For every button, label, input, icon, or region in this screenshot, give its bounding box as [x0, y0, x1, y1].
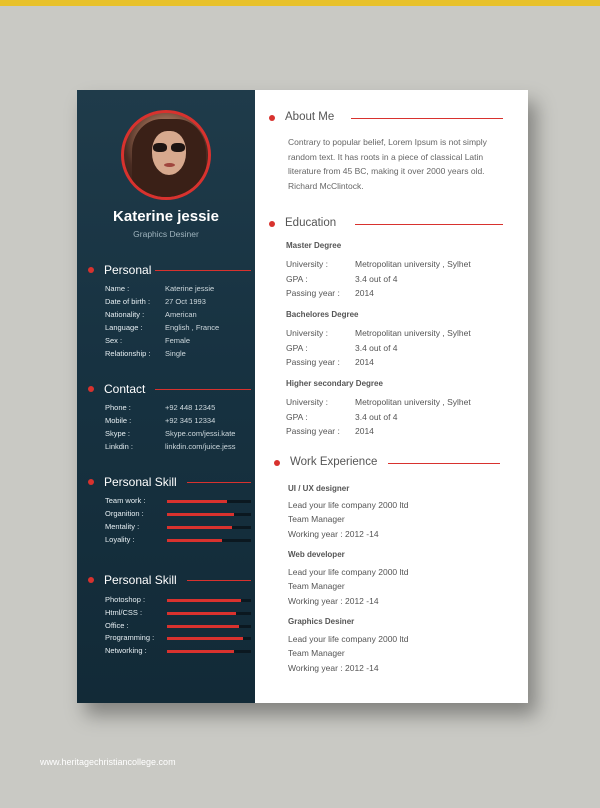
skill-bar-track: [167, 500, 251, 503]
degree-university: [286, 328, 471, 338]
row-value: 3.4 out of 4: [355, 343, 398, 353]
bullet-dot-icon: [88, 267, 94, 273]
row-key: GPA :: [286, 274, 308, 284]
profile-photo: [121, 110, 211, 200]
degree-year: [286, 288, 374, 298]
personal-row: [105, 336, 190, 345]
degree-title: Master Degree: [286, 241, 342, 250]
row-key: Sex :: [105, 336, 123, 345]
skill-bar-fill: [167, 625, 239, 628]
row-key: Mobile :: [105, 416, 132, 425]
row-key: Name :: [105, 284, 130, 293]
heading-rule: [155, 389, 251, 390]
skill-bar-fill: [167, 500, 227, 503]
row-key: Relationship :: [105, 349, 151, 358]
degree-gpa: [286, 343, 398, 353]
personal-row: [105, 323, 219, 332]
skill-row: [105, 509, 251, 519]
skill-label: Mentality :: [105, 522, 140, 531]
section-heading-personal: [77, 263, 255, 277]
degree-gpa: [286, 274, 398, 284]
row-key: Date of birth :: [105, 297, 151, 306]
degree-title: Higher secondary Degree: [286, 379, 383, 388]
skill-row: [105, 621, 251, 631]
bullet-dot-icon: [269, 115, 275, 121]
row-key: GPA :: [286, 412, 308, 422]
job-company: Lead your life company 2000 ltd: [288, 500, 409, 510]
contact-row: [105, 429, 235, 438]
row-key: Nationality :: [105, 310, 145, 319]
bullet-dot-icon: [269, 221, 275, 227]
section-title: About Me: [285, 111, 335, 123]
skill-label: Office :: [105, 620, 129, 630]
skill-row: [105, 522, 251, 532]
skill-label: Loyality :: [105, 535, 135, 544]
section-heading-personal-skill: [77, 475, 255, 489]
skill-row: [105, 608, 251, 618]
heading-rule: [355, 224, 503, 225]
section-title: Work Experience: [290, 456, 378, 468]
skill-label: Organition :: [105, 509, 144, 518]
resume-sidebar: [77, 90, 255, 703]
degree-year: [286, 426, 374, 436]
row-value: Metropolitan university , Sylhet: [355, 397, 471, 407]
section-title: Contact: [104, 382, 146, 396]
skill-label: Programming :: [105, 633, 155, 643]
skill-row: [105, 646, 251, 656]
skill-label: Html/CSS :: [105, 607, 143, 617]
job-year: Working year : 2012 -14: [288, 596, 379, 606]
skill-bar-track: [167, 513, 251, 516]
resume-page: [77, 90, 528, 703]
job-title: Graphics Desiner: [288, 617, 355, 626]
skill-label: Team work :: [105, 496, 146, 505]
degree-university: [286, 259, 471, 269]
skill-label: Photoshop :: [105, 595, 146, 604]
watermark-text: www.heritagechristiancollege.com: [40, 757, 176, 767]
row-value: +92 345 12334: [165, 416, 216, 425]
photo-face: [152, 131, 186, 175]
row-key: University :: [286, 397, 329, 407]
row-value: +92 448 12345: [165, 403, 216, 412]
skill-bar-fill: [167, 539, 222, 542]
job-company: Lead your life company 2000 ltd: [288, 634, 409, 644]
skill-row: [105, 535, 251, 545]
top-frame-strip: [0, 0, 600, 6]
heading-rule: [388, 463, 500, 464]
heading-rule: [187, 482, 251, 483]
skill-bar-track: [167, 599, 251, 602]
section-title: Education: [285, 217, 337, 229]
resume-main-column: [255, 90, 528, 703]
profile-name: Katerine jessie: [113, 208, 219, 225]
skill-bar-fill: [167, 637, 243, 640]
bullet-dot-icon: [274, 460, 280, 466]
personal-row: [105, 284, 214, 293]
skill-bar-fill: [167, 612, 236, 615]
bullet-dot-icon: [88, 577, 94, 583]
skill-bar-track: [167, 612, 251, 615]
bullet-dot-icon: [88, 386, 94, 392]
degree-university: [286, 397, 471, 407]
row-key: University :: [286, 328, 329, 338]
row-key: University :: [286, 259, 329, 269]
row-value: American: [165, 310, 197, 319]
row-value: 2014: [355, 357, 374, 367]
row-value: Katerine jessie: [165, 284, 215, 293]
personal-row: [105, 310, 197, 319]
section-heading-personal-skill-2: [77, 573, 255, 587]
row-value: 2014: [355, 426, 374, 436]
bullet-dot-icon: [88, 479, 94, 485]
skill-bar-track: [167, 650, 251, 653]
row-key: Phone :: [105, 403, 131, 412]
row-key: GPA :: [286, 343, 308, 353]
heading-rule: [351, 118, 503, 119]
job-title: UI / UX designer: [288, 484, 350, 493]
row-value: 3.4 out of 4: [355, 274, 398, 284]
skill-bar-track: [167, 526, 251, 529]
heading-rule: [155, 270, 251, 271]
contact-row: [105, 416, 215, 425]
skill-row: [105, 595, 251, 605]
row-value: 2014: [355, 288, 374, 298]
skill-bar-fill: [167, 526, 232, 529]
job-company: Lead your life company 2000 ltd: [288, 567, 409, 577]
row-key: Linkdin :: [105, 442, 133, 451]
section-heading-contact: [77, 382, 255, 396]
skill-bar-fill: [167, 599, 241, 602]
skill-bar-track: [167, 539, 251, 542]
personal-row: [105, 349, 186, 358]
profile-role: Graphics Desiner: [133, 229, 199, 239]
degree-title: Bachelores Degree: [286, 310, 359, 319]
degree-gpa: [286, 412, 398, 422]
personal-row: [105, 297, 206, 306]
section-heading-work: [274, 456, 524, 470]
job-position: Team Manager: [288, 648, 345, 658]
photo-lips: [164, 163, 175, 167]
section-title: Personal Skill: [104, 475, 177, 489]
row-key: Passing year :: [286, 357, 340, 367]
row-value: linkdin.com/juice.jess: [165, 442, 236, 451]
heading-rule: [187, 580, 251, 581]
job-position: Team Manager: [288, 581, 345, 591]
degree-year: [286, 357, 374, 367]
row-value: 27 Oct 1993: [165, 297, 206, 306]
section-title: Personal: [104, 263, 152, 277]
skill-bar-track: [167, 637, 251, 640]
row-value: 3.4 out of 4: [355, 412, 398, 422]
skill-label: Networking :: [105, 646, 147, 656]
job-year: Working year : 2012 -14: [288, 529, 379, 539]
section-heading-about: [269, 111, 524, 125]
skill-bar-fill: [167, 650, 234, 653]
skill-bar-fill: [167, 513, 234, 516]
row-key: Skype :: [105, 429, 131, 438]
row-value: Metropolitan university , Sylhet: [355, 259, 471, 269]
job-year: Working year : 2012 -14: [288, 663, 379, 673]
skill-row: [105, 633, 251, 643]
skill-row: [105, 496, 251, 506]
section-heading-education: [269, 217, 524, 231]
job-position: Team Manager: [288, 514, 345, 524]
row-key: Passing year :: [286, 288, 340, 298]
row-key: Passing year :: [286, 426, 340, 436]
job-title: Web developer: [288, 550, 345, 559]
row-value: Single: [165, 349, 186, 358]
section-title: Personal Skill: [104, 573, 177, 587]
contact-row: [105, 403, 215, 412]
row-value: Metropolitan university , Sylhet: [355, 328, 471, 338]
photo-sunglasses: [153, 143, 185, 152]
row-value: Skype.com/jessi.kate: [165, 429, 236, 438]
row-key: Language :: [105, 323, 143, 332]
row-value: English , France: [165, 323, 220, 332]
skill-bar-track: [167, 625, 251, 628]
contact-row: [105, 442, 235, 451]
about-text: Contrary to popular belief, Lorem Ipsum is not simply random text. It has roots in a piece of classical Latin literature from 45 BC, making it over 2000 years old. Richard McClintock.: [288, 137, 487, 191]
row-value: Female: [165, 336, 191, 345]
